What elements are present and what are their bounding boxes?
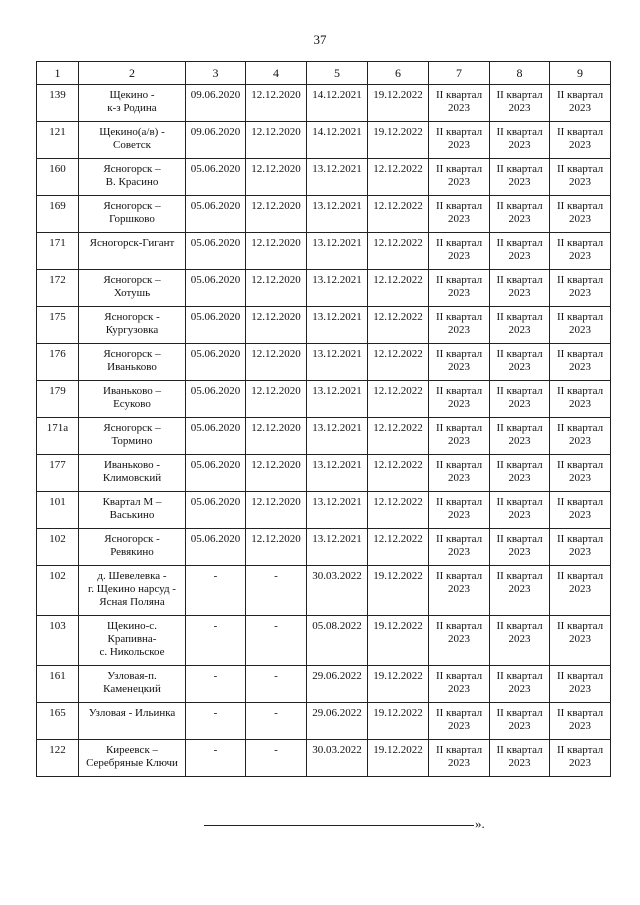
date-cell: 12.12.2022 (368, 344, 429, 381)
date-cell: 12.12.2020 (246, 418, 307, 455)
route-number-cell: 169 (37, 196, 79, 233)
route-name-cell: Ясногорск – Тормино (79, 418, 186, 455)
quarter-cell: II квартал 2023 (429, 196, 490, 233)
date-cell: 12.12.2020 (246, 233, 307, 270)
quarter-cell: II квартал 2023 (550, 455, 611, 492)
date-cell: 05.06.2020 (186, 196, 246, 233)
date-cell: 05.08.2022 (307, 616, 368, 666)
date-cell: 12.12.2022 (368, 492, 429, 529)
column-header: 9 (550, 62, 611, 85)
route-name-cell: д. Шевелевка - г. Щекино нарсуд - Ясная Поляна (79, 566, 186, 616)
table-row (37, 233, 611, 270)
table-row (37, 196, 611, 233)
quarter-cell: II квартал 2023 (429, 740, 490, 777)
date-cell: - (186, 740, 246, 777)
date-cell: 12.12.2020 (246, 344, 307, 381)
quarter-cell: II квартал 2023 (550, 344, 611, 381)
date-cell: - (186, 666, 246, 703)
quarter-cell: II квартал 2023 (429, 344, 490, 381)
date-cell: 19.12.2022 (368, 740, 429, 777)
quarter-cell: II квартал 2023 (429, 703, 490, 740)
quarter-cell: II квартал 2023 (429, 122, 490, 159)
quarter-cell: II квартал 2023 (490, 381, 550, 418)
quarter-cell: II квартал 2023 (550, 159, 611, 196)
route-name-cell: Узловая - Ильинка (79, 703, 186, 740)
date-cell: 12.12.2020 (246, 492, 307, 529)
quarter-cell: II квартал 2023 (429, 307, 490, 344)
date-cell: 12.12.2020 (246, 455, 307, 492)
table-row (37, 566, 611, 616)
date-cell: 19.12.2022 (368, 703, 429, 740)
quarter-cell: II квартал 2023 (550, 122, 611, 159)
date-cell: 12.12.2022 (368, 455, 429, 492)
quarter-cell: II квартал 2023 (429, 566, 490, 616)
quarter-cell: II квартал 2023 (429, 418, 490, 455)
date-cell: 19.12.2022 (368, 616, 429, 666)
quarter-cell: II квартал 2023 (490, 529, 550, 566)
quarter-cell: II квартал 2023 (429, 666, 490, 703)
quarter-cell: II квартал 2023 (490, 616, 550, 666)
date-cell: 05.06.2020 (186, 159, 246, 196)
quarter-cell: II квартал 2023 (490, 703, 550, 740)
route-number-cell: 165 (37, 703, 79, 740)
table-row (37, 703, 611, 740)
route-name-cell: Щекино(а/в) - Советск (79, 122, 186, 159)
route-name-cell: Щекино-с. Крапивна- с. Никольское (79, 616, 186, 666)
date-cell: 14.12.2021 (307, 122, 368, 159)
date-cell: - (186, 616, 246, 666)
table-row (37, 666, 611, 703)
column-header: 6 (368, 62, 429, 85)
date-cell: 12.12.2022 (368, 418, 429, 455)
route-name-cell: Ясногорск – Иваньково (79, 344, 186, 381)
route-name-cell: Узловая-п. Каменецкий (79, 666, 186, 703)
date-cell: 12.12.2022 (368, 196, 429, 233)
route-number-cell: 103 (37, 616, 79, 666)
column-header: 3 (186, 62, 246, 85)
quarter-cell: II квартал 2023 (490, 307, 550, 344)
date-cell: 19.12.2022 (368, 85, 429, 122)
date-cell: 13.12.2021 (307, 492, 368, 529)
date-cell: 12.12.2020 (246, 85, 307, 122)
quarter-cell: II квартал 2023 (429, 270, 490, 307)
quarter-cell: II квартал 2023 (550, 381, 611, 418)
date-cell: 12.12.2022 (368, 159, 429, 196)
table-row (37, 307, 611, 344)
quarter-cell: II квартал 2023 (550, 529, 611, 566)
date-cell: 30.03.2022 (307, 566, 368, 616)
route-number-cell: 179 (37, 381, 79, 418)
route-name-cell: Иваньково - Климовский (79, 455, 186, 492)
quarter-cell: II квартал 2023 (550, 566, 611, 616)
quarter-cell: II квартал 2023 (490, 159, 550, 196)
route-name-cell: Ясногорск - Кургузовка (79, 307, 186, 344)
table-row (37, 492, 611, 529)
date-cell: 13.12.2021 (307, 270, 368, 307)
route-number-cell: 102 (37, 529, 79, 566)
date-cell: - (246, 740, 307, 777)
date-cell: 09.06.2020 (186, 85, 246, 122)
quarter-cell: II квартал 2023 (490, 196, 550, 233)
route-number-cell: 172 (37, 270, 79, 307)
date-cell: 12.12.2020 (246, 529, 307, 566)
date-cell: 12.12.2022 (368, 529, 429, 566)
date-cell: 19.12.2022 (368, 666, 429, 703)
quarter-cell: II квартал 2023 (490, 85, 550, 122)
date-cell: 12.12.2020 (246, 307, 307, 344)
table-row (37, 122, 611, 159)
header-row (37, 62, 611, 85)
table-row (37, 616, 611, 666)
date-cell: 30.03.2022 (307, 740, 368, 777)
date-cell: 12.12.2020 (246, 159, 307, 196)
quarter-cell: II квартал 2023 (550, 85, 611, 122)
date-cell: 05.06.2020 (186, 381, 246, 418)
date-cell: - (246, 666, 307, 703)
quarter-cell: II квартал 2023 (490, 122, 550, 159)
date-cell: 12.12.2020 (246, 270, 307, 307)
date-cell: 13.12.2021 (307, 196, 368, 233)
date-cell: 13.12.2021 (307, 307, 368, 344)
date-cell: 05.06.2020 (186, 307, 246, 344)
quarter-cell: II квартал 2023 (490, 344, 550, 381)
quarter-cell: II квартал 2023 (550, 666, 611, 703)
table-row (37, 85, 611, 122)
date-cell: 12.12.2022 (368, 233, 429, 270)
quarter-cell: II квартал 2023 (429, 159, 490, 196)
page-number: 37 (313, 32, 327, 47)
date-cell: 12.12.2020 (246, 196, 307, 233)
table-row (37, 455, 611, 492)
closing-quote: ». (475, 816, 485, 831)
route-number-cell: 176 (37, 344, 79, 381)
date-cell: 13.12.2021 (307, 529, 368, 566)
table-row (37, 270, 611, 307)
route-number-cell: 121 (37, 122, 79, 159)
date-cell: 13.12.2021 (307, 159, 368, 196)
quarter-cell: II квартал 2023 (550, 233, 611, 270)
route-number-cell: 177 (37, 455, 79, 492)
date-cell: 29.06.2022 (307, 666, 368, 703)
route-name-cell: Ясногорск - Ревякино (79, 529, 186, 566)
route-number-cell: 139 (37, 85, 79, 122)
table-row (37, 740, 611, 777)
quarter-cell: II квартал 2023 (550, 418, 611, 455)
route-number-cell: 102 (37, 566, 79, 616)
quarter-cell: II квартал 2023 (490, 455, 550, 492)
route-name-cell: Ясногорск – Хотушь (79, 270, 186, 307)
date-cell: 13.12.2021 (307, 418, 368, 455)
route-number-cell: 175 (37, 307, 79, 344)
quarter-cell: II квартал 2023 (429, 616, 490, 666)
date-cell: 13.12.2021 (307, 381, 368, 418)
table-row (37, 159, 611, 196)
quarter-cell: II квартал 2023 (490, 270, 550, 307)
table-row (37, 381, 611, 418)
quarter-cell: II квартал 2023 (550, 616, 611, 666)
date-cell: 12.12.2022 (368, 381, 429, 418)
route-number-cell: 160 (37, 159, 79, 196)
date-cell: 05.06.2020 (186, 455, 246, 492)
quarter-cell: II квартал 2023 (550, 740, 611, 777)
date-cell: - (246, 616, 307, 666)
quarter-cell: II квартал 2023 (550, 307, 611, 344)
quarter-cell: II квартал 2023 (429, 492, 490, 529)
quarter-cell: II квартал 2023 (490, 566, 550, 616)
date-cell: 05.06.2020 (186, 233, 246, 270)
quarter-cell: II квартал 2023 (490, 492, 550, 529)
quarter-cell: II квартал 2023 (429, 233, 490, 270)
quarter-cell: II квартал 2023 (490, 666, 550, 703)
route-name-cell: Киреевск – Серебряные Ключи (79, 740, 186, 777)
route-name-cell: Ясногорск-Гигант (79, 233, 186, 270)
date-cell: 29.06.2022 (307, 703, 368, 740)
date-cell: 12.12.2020 (246, 122, 307, 159)
date-cell: 09.06.2020 (186, 122, 246, 159)
route-number-cell: 122 (37, 740, 79, 777)
date-cell: 05.06.2020 (186, 344, 246, 381)
route-name-cell: Квартал М – Васькино (79, 492, 186, 529)
table-row (37, 418, 611, 455)
column-header: 1 (37, 62, 79, 85)
quarter-cell: II квартал 2023 (429, 381, 490, 418)
quarter-cell: II квартал 2023 (550, 492, 611, 529)
date-cell: 05.06.2020 (186, 418, 246, 455)
column-header: 2 (79, 62, 186, 85)
date-cell: 12.12.2022 (368, 270, 429, 307)
table-row (37, 344, 611, 381)
routes-table (36, 61, 611, 777)
date-cell: - (186, 703, 246, 740)
date-cell: 19.12.2022 (368, 566, 429, 616)
quarter-cell: II квартал 2023 (550, 196, 611, 233)
date-cell: 12.12.2020 (246, 381, 307, 418)
quarter-cell: II квартал 2023 (490, 233, 550, 270)
date-cell: 13.12.2021 (307, 233, 368, 270)
date-cell: 05.06.2020 (186, 529, 246, 566)
route-number-cell: 171а (37, 418, 79, 455)
route-name-cell: Ясногорск – В. Красино (79, 159, 186, 196)
quarter-cell: II квартал 2023 (429, 529, 490, 566)
route-name-cell: Щекино - к-з Родина (79, 85, 186, 122)
date-cell: 13.12.2021 (307, 344, 368, 381)
route-number-cell: 171 (37, 233, 79, 270)
column-header: 5 (307, 62, 368, 85)
quarter-cell: II квартал 2023 (429, 455, 490, 492)
date-cell: 12.12.2022 (368, 307, 429, 344)
date-cell: 14.12.2021 (307, 85, 368, 122)
column-header: 4 (246, 62, 307, 85)
date-cell: 13.12.2021 (307, 455, 368, 492)
date-cell: 05.06.2020 (186, 270, 246, 307)
date-cell: - (246, 566, 307, 616)
date-cell: 05.06.2020 (186, 492, 246, 529)
quarter-cell: II квартал 2023 (550, 270, 611, 307)
route-name-cell: Ясногорск – Горшково (79, 196, 186, 233)
quarter-cell: II квартал 2023 (490, 418, 550, 455)
quarter-cell: II квартал 2023 (490, 740, 550, 777)
date-cell: 19.12.2022 (368, 122, 429, 159)
route-number-cell: 101 (37, 492, 79, 529)
route-number-cell: 161 (37, 666, 79, 703)
route-name-cell: Иваньково – Есуково (79, 381, 186, 418)
quarter-cell: II квартал 2023 (429, 85, 490, 122)
quarter-cell: II квартал 2023 (550, 703, 611, 740)
table-row (37, 529, 611, 566)
column-header: 7 (429, 62, 490, 85)
signature-line (204, 825, 474, 826)
date-cell: - (246, 703, 307, 740)
date-cell: - (186, 566, 246, 616)
column-header: 8 (490, 62, 550, 85)
